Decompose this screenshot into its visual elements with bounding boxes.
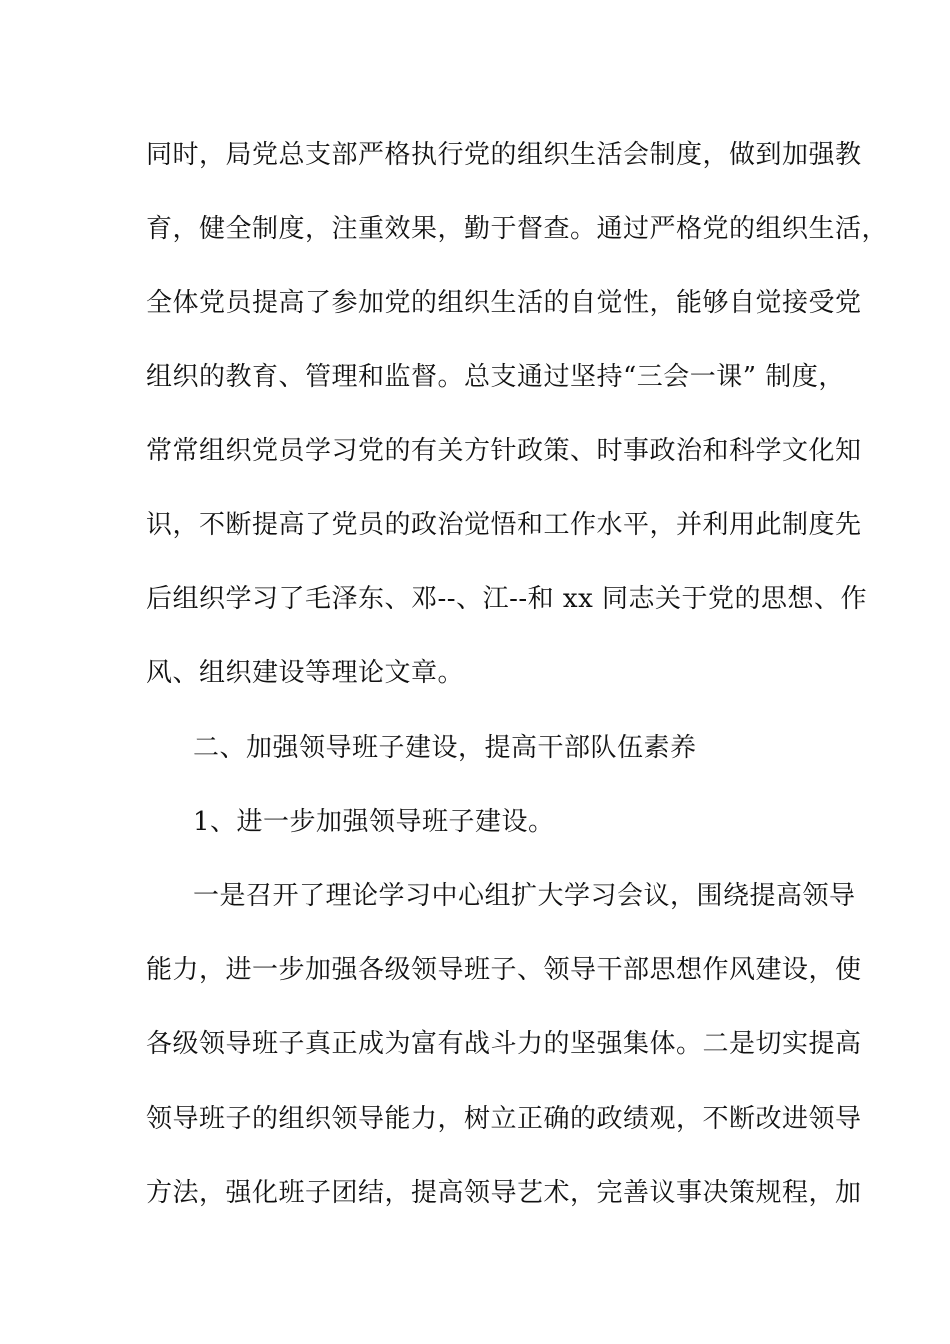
paragraph-line: 同时，局党总支部严格执行党的组织生活会制度，做到加强教 [146, 140, 862, 170]
paragraph-line: 育，健全制度，注重效果，勤于督查。通过严格党的组织生活， [146, 214, 889, 244]
paragraph-line: 方法，强化班子团结，提高领导艺术，完善议事决策规程，加 [146, 1178, 862, 1208]
paragraph-line: 风、组织建设等理论文章。 [146, 658, 465, 688]
paragraph-line: 各级领导班子真正成为富有战斗力的坚强集体。二是切实提高 [146, 1029, 862, 1059]
paragraph-line: 组织的教育、管理和监督。总支通过坚持“三会一课” 制度， [146, 362, 845, 392]
paragraph-line: 识，不断提高了党员的政治觉悟和工作水平，并利用此制度先 [146, 510, 862, 540]
section-heading: 二、加强领导班子建设，提高干部队伍素养 [193, 733, 697, 763]
paragraph-line: 一是召开了理论学习中心组扩大学习会议，围绕提高领导 [193, 881, 856, 911]
paragraph-line: 能力，进一步加强各级领导班子、领导干部思想作风建设，使 [146, 955, 862, 985]
subsection-heading: 1、进一步加强领导班子建设。 [193, 807, 555, 837]
paragraph-line: 常常组织党员学习党的有关方针政策、时事政治和科学文化知 [146, 436, 862, 466]
paragraph-line: 全体党员提高了参加党的组织生活的自觉性，能够自觉接受党 [146, 288, 862, 318]
paragraph-line: 领导班子的组织领导能力，树立正确的政绩观，不断改进领导 [146, 1104, 862, 1134]
paragraph-line: 后组织学习了毛泽东、邓--、江--和 xx 同志关于党的思想、作 [146, 584, 867, 614]
